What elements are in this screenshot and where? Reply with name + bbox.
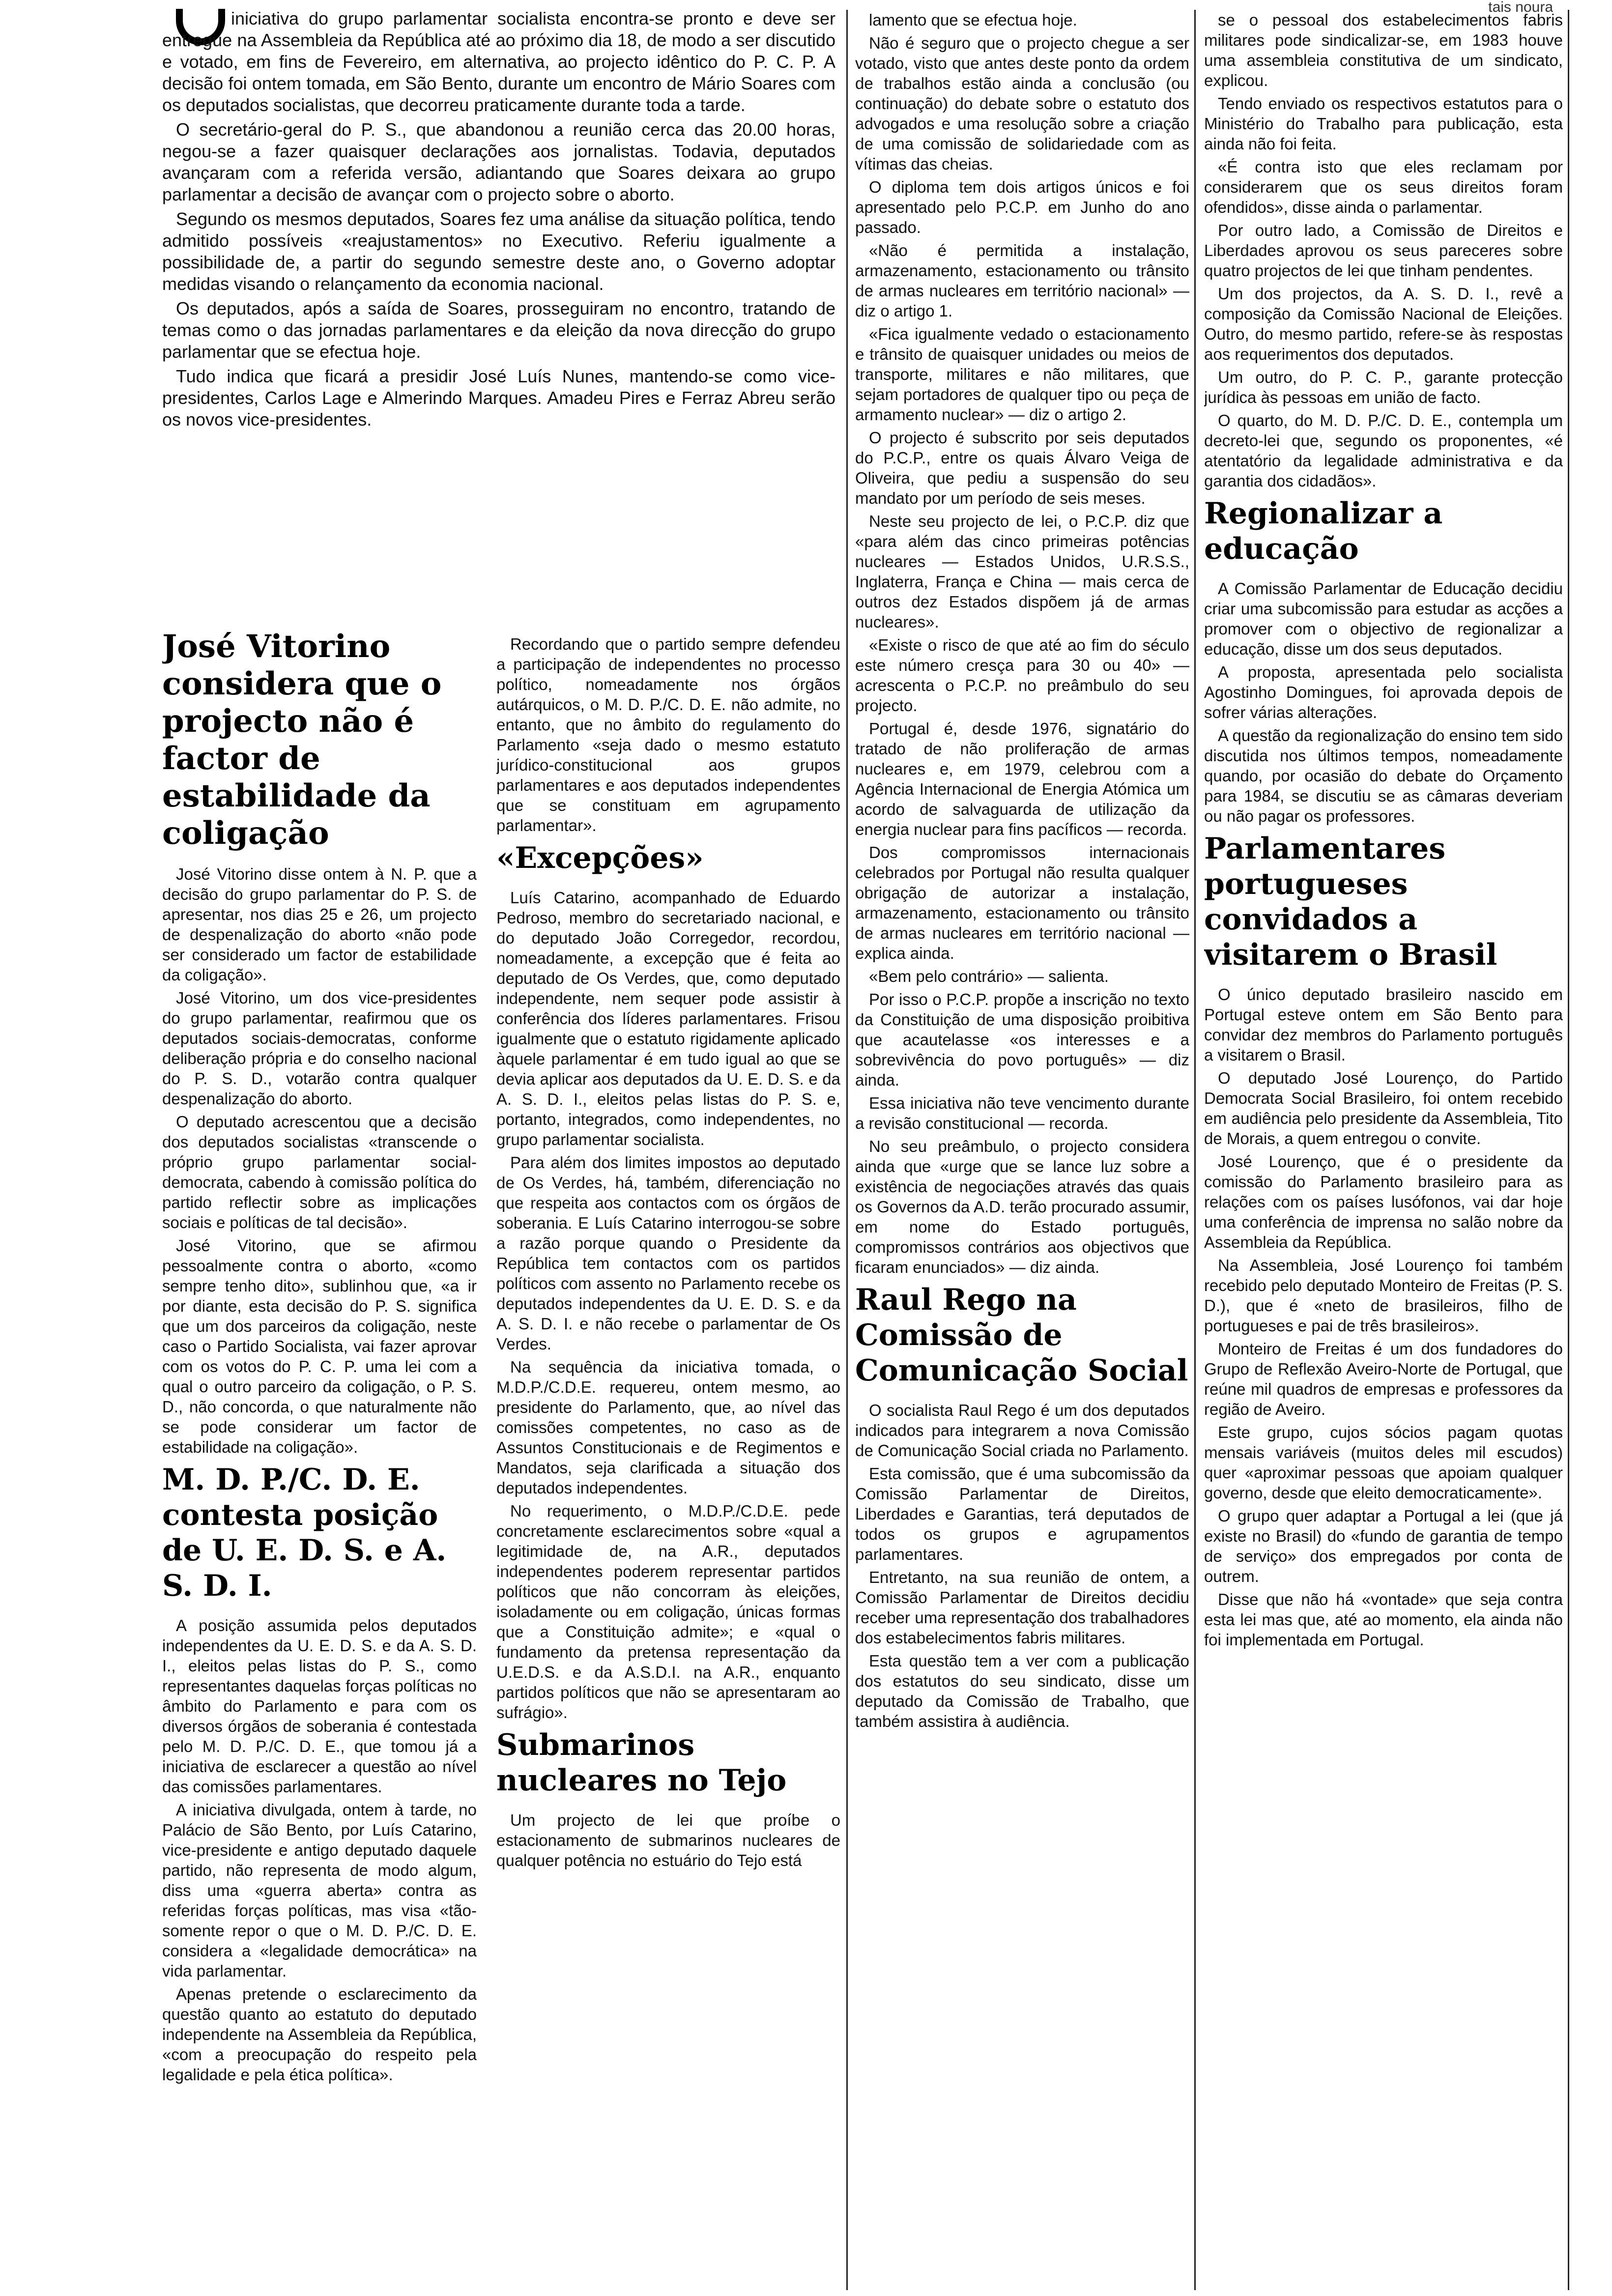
paragraph: lamento que se efectua hoje. [869, 11, 1077, 29]
paragraph: «Não é permitida a instalação, armazenamento, estacionamento ou trânsito de armas nucleares em território nacional» — diz o artigo 1. [855, 241, 1189, 320]
paragraph: O socialista Raul Rego é um dos deputados indicados para integrarem a nova Comissão de Comunicação Social criada no Parlamento. [855, 1401, 1189, 1460]
paragraph: Tendo enviado os respectivos estatutos para o Ministério do Trabalho para publicação, esta ainda não foi feita. [1204, 94, 1563, 153]
submarinos-continued-paragraphs [855, 10, 1189, 1277]
headline-submarinos: Submarinos nucleares no Tejo [496, 1728, 787, 1798]
article-column-4 [1204, 10, 1563, 2290]
paragraph: José Vitorino, um dos vice-presidentes do grupo parlamentar, reafirmou que os deputados sociais-democratas, conforme deliberação própria e do conselho nacional do P. S. D., votarão contra qualquer despenalização do aborto. [162, 989, 477, 1108]
headline-vitorino: José Vitorino considera que o projecto não é factor de estabilidade da coligação [162, 628, 442, 852]
paragraph: José Vitorino disse ontem à N. P. que a decisão do grupo parlamentar do P. S. de apresentar, nos dias 25 e 26, um projecto de despenalização do aborto «não pode ser considerado um factor de estabilidade da coligação». [162, 865, 477, 984]
top-fragment-right: tais noura [1488, 0, 1553, 15]
paragraph: Um projecto de lei que proíbe o estacionamento de submarinos nucleares de qualquer potência no estuário do Tejo está [496, 1811, 840, 1869]
paragraph: No requerimento, o M.D.P./C.D.E. pede concretamente esclarecimentos sobre «qual a legitimidade de, na A.R., deputados independentes poderem representar partidos políticos que não concorram às eleições, isoladamente ou em coligação, únicas formas que a Constituição admite»; e «qual o fundamento da pretensa representação da U.E.D.S. e da A.S.D.I. na A.R., enquanto partidos políticos que não se apresentaram ao sufrágio». [496, 1502, 840, 1722]
paragraph: Essa iniciativa não teve vencimento durante a revisão constitucional — recorda. [855, 1094, 1189, 1132]
paragraph: A iniciativa divulgada, ontem à tarde, no Palácio de São Bento, por Luís Catarino, vice-presidente e antigo deputado daquele partido, não representa de modo algum, diss uma «guerra aberta» contra as referidas forças políticas, mas visa «tão-somente repor o que o M. D. P./C. D. E. considera a «legalidade democrática» na vida parlamentar. [162, 1801, 477, 1980]
paragraph: Monteiro de Freitas é um dos fundadores do Grupo de Reflexão Aveiro-Norte de Portugal, que reúne mil quadros de empresas e professores da região de Aveiro. [1204, 1340, 1563, 1418]
paragraph: José Vitorino, que se afirmou pessoalmente contra o aborto, «como sempre tenho dito», sublinhou que, «a ir por diante, esta decisão do P. S. significa que um dos parceiros da coligação, neste caso o Partido Socialista, vai fazer aprovar com os votos do P. C. P. uma lei com a qual o outro parceiro da coligação, o P. S. D., não concorda, o que naturalmente não se pode considerar um factor de estabilidade na coligação». [162, 1236, 477, 1456]
article-column-3 [855, 10, 1189, 2290]
paragraph: A Comissão Parlamentar de Educação decidiu criar uma subcomissão para estudar as acções a promover com o objectivo de regionalizar a educação, disse um dos seus deputados. [1204, 579, 1563, 658]
paragraph: Por isso o P.C.P. propõe a inscrição no texto da Constituição de uma disposição proibitiva que acautelasse «os interesses e a sobrevivência do povo português» — diz ainda. [855, 990, 1189, 1089]
paragraph: Neste seu projecto de lei, o P.C.P. diz que «para além das cinco primeiras potências nucleares — Estados Unidos, U.R.S.S., Inglaterra, França e China — mais cerca de outros dez Estados dispõem já de armas nucleares». [855, 512, 1189, 631]
paragraph: O projecto é subscrito por seis deputados do P.C.P., entre os quais Álvaro Veiga de Oliveira, que pediu a suspensão do seu mandato por um período de seis meses. [855, 429, 1189, 507]
paragraph: Entretanto, na sua reunião de ontem, a Comissão Parlamentar de Direitos decidiu receber uma representação dos trabalhadores dos estabelecimentos fabris militares. [855, 1568, 1189, 1647]
submarinos-paragraphs [496, 1810, 840, 1870]
paragraph: Este grupo, cujos sócios pagam quotas mensais variáveis (muitos deles mil escudos) quer «aproximar pessoas que apoiam qualquer governo, desde que eleito democraticamente». [1204, 1423, 1563, 1502]
headline-parlamentares-brasil: Parlamentares portugueses convidados a visitarem o Brasil [1204, 832, 1497, 972]
headline-raul-rego: Raul Rego na Comissão de Comunicação Social [855, 1283, 1188, 1388]
paragraph: Apenas pretende o esclarecimento da questão quanto ao estatuto do deputado independente na Assembleia da República, «com a preocupação do respeito pela legalidade e pela ética política». [162, 1985, 477, 2084]
regionalizar-paragraphs [1204, 578, 1563, 826]
excepcoes-paragraphs [496, 888, 840, 1722]
paragraph: Um dos projectos, da A. S. D. I., revê a composição da Comissão Nacional de Eleições. Outro, do mesmo partido, refere-se às respostas aos requerimentos dos deputados. [1204, 285, 1563, 363]
paragraph: Um outro, do P. C. P., garante protecção jurídica às pessoas em união de facto. [1204, 368, 1563, 406]
article-column-2 [496, 634, 840, 2290]
paragraph: Portugal é, desde 1976, signatário do tratado de não proliferação de armas nucleares e, em 1979, celebrou com a Agência Internacional de Energia Atómica um acordo de salvaguarda de utilização da energia nuclear para fins pacíficos — recorda. [855, 719, 1189, 838]
paragraph: «Bem pelo contrário» — salienta. [869, 967, 1109, 985]
paragraph: Recordando que o partido sempre defendeu a participação de independentes no processo político, nomeadamente nos órgãos autárquicos, o M. D. P./C. D. E. não admite, no entanto, que no âmbito do regulamento do Parlamento «seja dado o mesmo estatuto jurídico-constitucional aos grupos parlamentares e aos deputados independentes que se constituam em agrupamento parlamentar». [496, 635, 840, 834]
paragraph: Na Assembleia, José Lourenço foi também recebido pelo deputado Monteiro de Freitas (P. S. D.), que é «neto de brasileiros, filho de portugueses e pai de três brasileiros». [1204, 1256, 1563, 1335]
headline-mdp-cde: M. D. P./C. D. E. contesta posição de U. E. D. S. e A. S. D. I. [162, 1463, 447, 1603]
column-divider [846, 10, 848, 2290]
vitorino-paragraphs [162, 864, 477, 1457]
paragraph: José Lourenço, que é o presidente da comissão do Parlamento brasileiro para as relações com os países lusófonos, vai dar hoje uma conferência de imprensa no salão nobre da Assembleia da República. [1204, 1152, 1563, 1251]
paragraph: O deputado acrescentou que a decisão dos deputados socialistas «transcende o próprio grupo parlamentar social-democrata, cabendo à comissão política do partido reflectir sobre as implicações sociais e políticas de tal decisão». [162, 1113, 477, 1232]
paragraph: Na sequência da iniciativa tomada, o M.D.P./C.D.E. requereu, ontem mesmo, ao presidente do Parlamento, que, ao nível das comissões competentes, no caso as de Assuntos Constitucionais e de Regimentos e Mandatos, seja clarificada a situação dos deputados independentes. [496, 1358, 840, 1497]
paragraph: O secretário-geral do P. S., que abandonou a reunião cerca das 20.00 horas, negou-se a fazer quaisquer declarações aos jornalistas. Todavia, deputados avançaram com a referida versão, adiantando que Soares deixara ao grupo parlamentar a decisão de avançar com o projecto sobre o aborto. [162, 119, 835, 204]
paragraph: Os deputados, após a saída de Soares, prosseguiram no encontro, tratando de temas como o das jornadas parlamentares e da eleição da nova direcção do grupo parlamentar que se efectua hoje. [162, 298, 835, 362]
paragraph: Não é seguro que o projecto chegue a ser votado, visto que antes deste ponto da ordem de trabalhos estão ainda a conclusão (ou continuação) do debate sobre o estatuto dos advogados e uma resolução sobre a criação de uma comissão de solidariedade com as vítimas das cheias. [855, 34, 1189, 173]
column-divider [1568, 10, 1569, 2290]
paragraph: Esta comissão, que é uma subcomissão da Comissão Parlamentar de Direitos, Liberdades e Garantias, terá deputados de todos os grupos e agrupamentos parlamentares. [855, 1464, 1189, 1563]
paragraph: A posição assumida pelos deputados independentes da U. E. D. S. e da A. S. D. I., eleitos pelas listas do P. S., como representantes daquelas forças políticas no âmbito do Parlamento e para com os diversos órgãos de soberania é contestada pelo M. D. P./C. D. E., que tomou já a iniciativa de esclarecer a questão ao nível das comissões parlamentares. [162, 1616, 477, 1796]
paragraph: No seu preâmbulo, o projecto considera ainda que «urge que se lance luz sobre a existência de negociações através das quais os Governos da A.D. terão procurado assumir, em nome do Estado português, compromissos contrários aos objectivos que ficaram enunciados» — diz ainda. [855, 1137, 1189, 1276]
paragraph: O quarto, do M. D. P./C. D. E., contempla um decreto-lei que, segundo os proponentes, «é atentatório da legalidade administrativa e da garantia dos cidadãos». [1204, 411, 1563, 490]
column-divider [1194, 10, 1196, 2290]
brasil-paragraphs [1204, 984, 1563, 1650]
article-column-1 [162, 623, 477, 2289]
paragraph: iniciativa do grupo parlamentar socialista encontra-se pronto e deve ser entregue na Assembleia da República até ao próximo dia 18, de modo a ser discutido e votado, em fins de Fevereiro, em alternativa, ao projecto idêntico do P. C. P. A decisão foi ontem tomada, em São Bento, durante um encontro de Mário Soares com os deputados socialistas, que decorreu praticamente durante toda a tarde. [162, 8, 835, 115]
paragraph: O grupo quer adaptar a Portugal a lei (que já existe no Brasil) do «fundo de garantia de tempo de serviço» dos empregados por conta de outrem. [1204, 1507, 1563, 1585]
lead-paragraphs [162, 8, 835, 430]
paragraph: Dos compromissos internacionais celebrados por Portugal não resulta qualquer obrigação de autorizar a instalação, armazenamento, estacionamento ou trânsito de armas nucleares em território nacional — explica ainda. [855, 843, 1189, 962]
paragraph: O diploma tem dois artigos únicos e foi apresentado pelo P.C.P. em Junho do ano passado. [855, 178, 1189, 236]
paragraph: Esta questão tem a ver com a publicação dos estatutos do seu sindicato, disse um deputado da Comissão de Trabalho, que também assistira à audiência. [855, 1652, 1189, 1730]
mdp-cde-paragraphs [162, 1615, 477, 2085]
paragraph: se o pessoal dos estabelecimentos fabris militares pode sindicalizar-se, em 1983 houve uma assembleia constitutiva de um sindicato, explicou. [1204, 11, 1563, 89]
lead-article [162, 8, 835, 617]
paragraph: Disse que não há «vontade» que seja contra esta lei mas que, até ao momento, ela ainda não foi implementada em Portugal. [1204, 1590, 1563, 1649]
paragraph: Para além dos limites impostos ao deputado de Os Verdes, há, também, diferenciação no que respeita aos contactos com os órgãos de soberania. E Luís Catarino interrogou-se sobre a razão porque quando o Presidente da República tem contactos com os partidos políticos com assento no Parlamento recebe os deputados independentes da U. E. D. S. e da A. S. D. I. e não recebe o parlamentar de Os Verdes. [496, 1153, 840, 1353]
paragraph: A questão da regionalização do ensino tem sido discutida nos últimos tempos, nomeadamente quando, por ocasião do debate do Orçamento para 1984, se discutiu se as câmaras deveriam ou não pagar os professores. [1204, 726, 1563, 825]
paragraph: A proposta, apresentada pelo socialista Agostinho Domingues, foi aprovada depois de sofrer várias alterações. [1204, 663, 1563, 721]
fabris-continued-paragraphs [1204, 10, 1563, 491]
paragraph: «Existe o risco de que até ao fim do século este número cresça para 30 ou 40» — acrescenta o P.C.P. no preâmbulo do seu projecto. [855, 636, 1189, 715]
headline-regionalizar: Regionalizar a educação [1204, 496, 1443, 566]
paragraph: «É contra isto que eles reclamam por considerarem que os seus direitos foram ofendidos», disse ainda o parlamentar. [1204, 158, 1563, 216]
paragraph: «Fica igualmente vedado o estacionamento e trânsito de quaisquer unidades ou meios de transporte, militares e não militares, que sejam portadores de qualquer tipo ou peça de armamento nuclear» — diz o artigo 2. [855, 325, 1189, 424]
paragraph: Segundo os mesmos deputados, Soares fez uma análise da situação política, tendo admitido possíveis «reajustamentos» no Executivo. Referiu igualmente a possibilidade de, a partir do segundo semestre deste ano, o Governo adoptar medidas visando o relançamento da economia nacional. [162, 209, 835, 294]
paragraph: Tudo indica que ficará a presidir José Luís Nunes, mantendo-se como vice-presidentes, Carlos Lage e Almerindo Marques. Amadeu Pires e Ferraz Abreu serão os novos vice-presidentes. [162, 366, 835, 430]
headline-excepcoes: «Excepções» [496, 841, 704, 875]
paragraph: Luís Catarino, acompanhado de Eduardo Pedroso, membro do secretariado nacional, e do deputado João Corregedor, recordou, nomeadamente, a excepção que é feita ao deputado de Os Verdes, que, como deputado independente, nem sequer pode assistir à conferência dos líderes parlamentares. Frisou igualmente que o estatuto rigidamente aplicado àquele parlamentar é em tudo igual ao que se devia aplicar aos deputados da U. E. D. S. e da A. S. D. I., eleitos pelas listas do P. S. e, portanto, integrados, como independentes, no grupo parlamentar socialista. [496, 889, 840, 1148]
recordando-paragraphs [496, 634, 840, 835]
paragraph: Por outro lado, a Comissão de Direitos e Liberdades aprovou os seus pareceres sobre quatro projectos de lei que tinham pendentes. [1204, 221, 1563, 280]
paragraph: O deputado José Lourenço, do Partido Democrata Social Brasileiro, foi ontem recebido em audiência pelo presidente da Assembleia, Tito de Morais, a quem entregou o convite. [1204, 1069, 1563, 1148]
paragraph: O único deputado brasileiro nascido em Portugal esteve ontem em São Bento para convidar dez membros do Parlamento português a visitarem o Brasil. [1204, 985, 1563, 1064]
raul-rego-paragraphs [855, 1400, 1189, 1731]
